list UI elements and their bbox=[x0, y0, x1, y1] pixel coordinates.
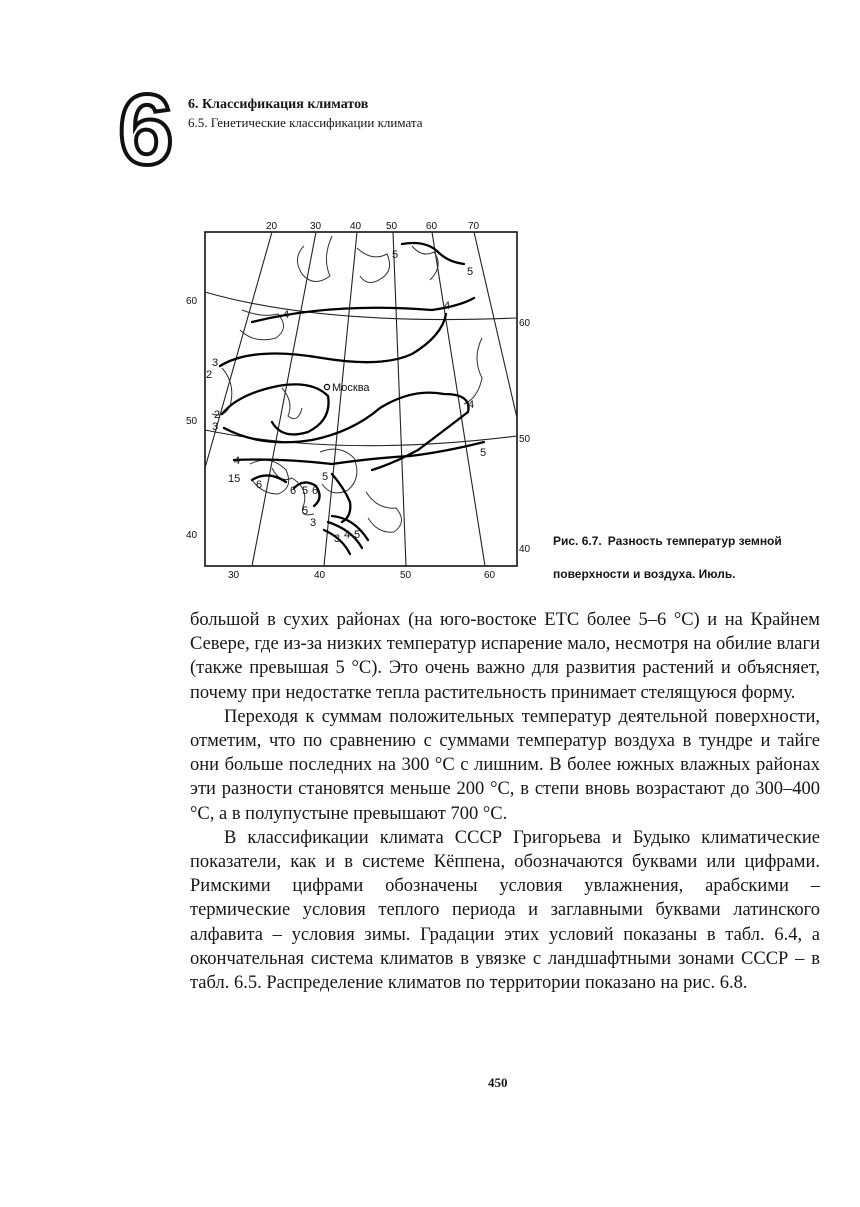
lon-top-label: 50 bbox=[386, 221, 398, 232]
figure-caption-title: Рис. 6.7. bbox=[553, 534, 602, 548]
figure-caption bbox=[553, 525, 828, 591]
isoline-label: 3 bbox=[310, 517, 317, 529]
moscow-marker bbox=[324, 384, 329, 389]
city-label-moscow: Москва bbox=[332, 382, 370, 394]
lat-left-label: 60 bbox=[186, 296, 198, 307]
isoline-map bbox=[182, 218, 531, 581]
isoline-label: 4 bbox=[444, 300, 451, 312]
isoline-label: 5 bbox=[354, 529, 361, 541]
isoline-label: 6 bbox=[256, 479, 263, 491]
isoline-label: 5 bbox=[467, 266, 474, 278]
lon-bottom-label: 50 bbox=[400, 570, 412, 581]
lat-left-label: 40 bbox=[186, 530, 198, 541]
isoline-label: 5 bbox=[302, 505, 309, 517]
figure-caption-text: Разность температур земной поверхности и воздуха. Июль. bbox=[553, 534, 782, 581]
lon-bottom-label: 60 bbox=[484, 570, 496, 581]
isoline-labels bbox=[206, 249, 486, 545]
lon-top-label: 40 bbox=[350, 221, 362, 232]
lat-right-label: 60 bbox=[519, 318, 531, 329]
lat-right-label: 50 bbox=[519, 434, 531, 445]
isoline-label: 6 bbox=[290, 485, 297, 497]
isoline-label: 2 bbox=[206, 369, 213, 381]
isoline-label: 5 bbox=[302, 485, 309, 497]
isoline-label: 6 bbox=[312, 485, 319, 497]
running-header-section: 6.5. Генетические классификации климата bbox=[188, 115, 423, 130]
isoline-label: 4 bbox=[283, 309, 290, 321]
chapter-number: 6 bbox=[118, 74, 174, 186]
lat-right-label: 40 bbox=[519, 544, 531, 555]
paragraph: большой в сухих районах (на юго-востоке ЕТС более 5–6 °С) и на Крайнем Севере, где из-за низких температур испарение мало, несмотря на обилие влаги (также превышая 5 °С). Это очень важно для развития растений и объясняет, почему при недостатке тепла растительность принимает стелящуюся форму. bbox=[190, 610, 820, 703]
body-text bbox=[190, 608, 820, 995]
isoline-label: 4 bbox=[234, 455, 241, 467]
isoline-label: 5 bbox=[480, 447, 487, 459]
lat-left-label: 50 bbox=[186, 416, 198, 427]
isoline-label: 2 bbox=[214, 409, 221, 421]
lon-top-label: 30 bbox=[310, 221, 322, 232]
lon-bottom-label: 40 bbox=[314, 570, 326, 581]
page-number: 450 bbox=[488, 1075, 508, 1090]
isoline-label: 3 bbox=[212, 421, 219, 433]
isoline-label: 4 bbox=[344, 529, 351, 541]
isoline-label: 5 bbox=[392, 249, 399, 261]
isoline-label: 5 bbox=[322, 471, 329, 483]
lon-top-label: 60 bbox=[426, 221, 438, 232]
lon-top-label: 70 bbox=[468, 221, 480, 232]
paragraph: В классификации климата СССР Григорьева и Будыко климатические показатели, как и в системе Кёппена, обозначаются буквами или цифрами. Римскими цифрами обозначены условия увлажнения, арабскими – термические условия теплого периода и заглавными буквами латинского алфавита – условия зимы. Градации этих условий показаны в табл. 6.4, а окончательная система климатов в увязке с ландшафтными зонами СССР – в табл. 6.5. Распределение климатов по территории показано на рис. 6.8. bbox=[190, 827, 820, 994]
isolines bbox=[220, 243, 487, 554]
isoline-label: 4 bbox=[468, 399, 475, 411]
isoline-label: 3 bbox=[212, 357, 219, 369]
lon-bottom-label: 30 bbox=[228, 570, 240, 581]
lon-top-label: 20 bbox=[266, 221, 278, 232]
isoline-label: 15 bbox=[228, 473, 241, 485]
paragraph: Переходя к суммам положительных температур деятельной поверхности, отметим, что по сравнению с суммами температур воздуха в тундре и тайге они больше последних на 300 °С с лишним. В более южных влажных районах эти разности становятся меньше 200 °С, в степи вновь возрастают до 300–400 °С, а в полупустыне превышают 700 °С. bbox=[190, 706, 820, 824]
isoline-label: 3 bbox=[334, 533, 341, 545]
running-header-chapter: 6. Классификация климатов bbox=[188, 97, 369, 112]
